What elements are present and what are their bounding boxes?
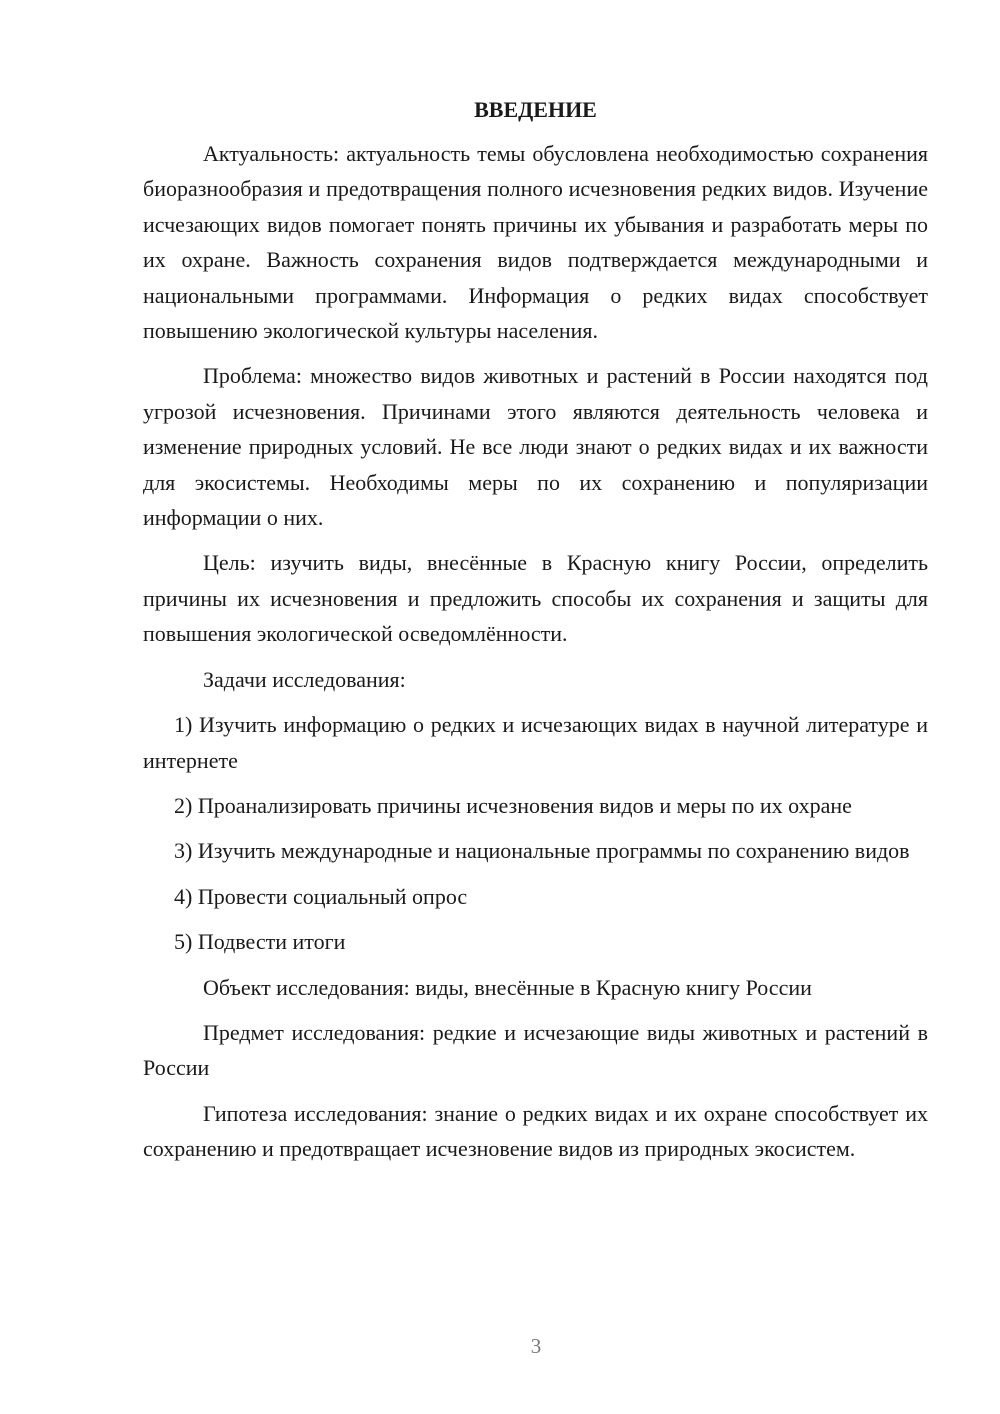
paragraph-goal: Цель: изучить виды, внесённые в Красную книгу России, определить причины их исчезновения и предложить способы их сохранения и защиты для повышения экологической осведомлённости. (143, 550, 928, 647)
task-item-3: 3) Изучить международные и национальные программы по сохранению видов (174, 838, 910, 864)
paragraph-hypothesis: Гипотеза исследования: знание о редких видах и их охране способствует их сохранению и предотвращает исчезновение видов из природных экосистем. (143, 1100, 928, 1162)
paragraph-object: Объект исследования: виды, внесённые в Красную книгу России (203, 974, 812, 1000)
page-number-container (0, 1334, 1000, 1359)
task-item-1: 1) Изучить информацию о редких и исчезающих видах в научной литературе и интернете (143, 712, 928, 773)
task-item-4: 4) Провести социальный опрос (174, 883, 468, 909)
task-item-5: 5) Подвести итоги (174, 929, 346, 955)
document-page (143, 92, 928, 1167)
section-heading: ВВЕДЕНИЕ (474, 97, 597, 122)
page-number: 3 (530, 1334, 542, 1358)
task-item-2: 2) Проанализировать причины исчезновения видов и меры по их охране (174, 792, 852, 818)
paragraph-problem: Проблема: множество видов животных и растений в России находятся под угрозой исчезновения. Причинами этого являются деятельность человека и изменение природных условий. Не все люди знают о редких видах и их важности для экосистемы. Необходимы меры по их сохранению и популяризации информации о них. (143, 363, 928, 531)
tasks-title: Задачи исследования: (203, 666, 406, 692)
paragraph-relevance: Актуальность: актуальность темы обусловлена необходимостью сохранения биоразнообразия и предотвращения полного исчезновения редких видов. Изучение исчезающих видов помогает понять причины их убывания и разработать меры по их охране. Важность сохранения видов подтверждается международными и национальными программами. Информация о редких видах способствует повышению экологической культуры населения. (143, 141, 928, 344)
paragraph-subject: Предмет исследования: редкие и исчезающие виды животных и растений в России (143, 1019, 928, 1081)
